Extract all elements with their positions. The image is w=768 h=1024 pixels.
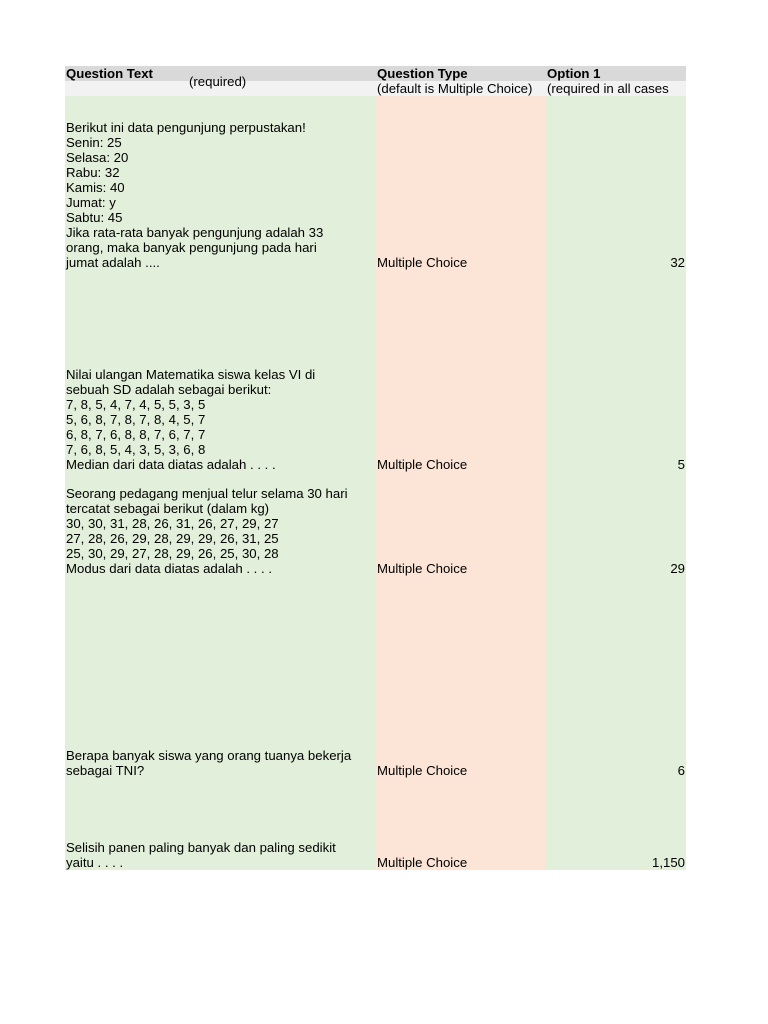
- question-type-cell[interactable]: [376, 576, 546, 778]
- table-row: [65, 96, 686, 270]
- question-type-cell[interactable]: [376, 778, 546, 870]
- option-1-value: 6: [677, 763, 685, 778]
- question-type: Multiple Choice: [377, 763, 468, 778]
- option-1-cell[interactable]: [546, 96, 686, 270]
- option-1-cell[interactable]: [546, 576, 686, 778]
- question-type: Multiple Choice: [377, 855, 468, 870]
- header-row: [65, 66, 686, 96]
- header-option-1: Option 1: [547, 66, 601, 81]
- question-type: Multiple Choice: [377, 255, 468, 270]
- question-text: Seorang pedagang menjual telur selama 30 hari tercatat sebagai berikut (dalam kg) 30, 30, 31, 28, 26, 31, 26, 27, 29, 27 27, 28, 26, 29, 28, 29, 29, 26, 31, 25 25, 30, 29, 27, 28, 29, 26, 25, 30, 28 Modus dari data diatas adalah . . . .: [66, 486, 348, 576]
- question-text-cell[interactable]: [65, 270, 376, 472]
- question-text: Berikut ini data pengunjung perpustakan! Senin: 25 Selasa: 20 Rabu: 32 Kamis: 40 Jumat: y Sabtu: 45 Jika rata-rata banyak pengunjung adalah 33 orang, maka banyak pengunjung pada hari jumat adalah ....: [66, 120, 324, 270]
- option-1-cell[interactable]: [546, 270, 686, 472]
- table-row: [65, 576, 686, 778]
- question-text: Berapa banyak siswa yang orang tuanya bekerja sebagai TNI?: [66, 748, 352, 778]
- question-type: Multiple Choice: [377, 561, 468, 576]
- header-question-text-note: (required): [189, 74, 247, 89]
- option-1-value: 1,150: [651, 855, 685, 870]
- question-type-cell[interactable]: [376, 96, 546, 270]
- question-text-cell[interactable]: [65, 778, 376, 870]
- header-question-type-note: (default is Multiple Choice): [377, 81, 533, 96]
- table-row: [65, 270, 686, 472]
- option-1-value: 32: [670, 255, 685, 270]
- option-1-cell[interactable]: [546, 472, 686, 576]
- option-1-cell[interactable]: [546, 778, 686, 870]
- question-text-cell[interactable]: [65, 576, 376, 778]
- question-text-cell[interactable]: [65, 96, 376, 270]
- question-text: Nilai ulangan Matematika siswa kelas VI di sebuah SD adalah sebagai berikut: 7, 8, 5, 4, 7, 4, 5, 5, 3, 5 5, 6, 8, 7, 8, 7, 8, 4, 5, 7 6, 8, 7, 6, 8, 8, 7, 6, 7, 7 7, 6, 8, 5, 4, 3, 5, 3, 6, 8 Median dari data diatas adalah . . . .: [66, 367, 316, 472]
- option-1-value: 29: [670, 561, 685, 576]
- header-question-text: Question Text: [66, 66, 153, 81]
- question-text-cell[interactable]: [65, 472, 376, 576]
- question-type-cell[interactable]: [376, 270, 546, 472]
- table-row: [65, 778, 686, 870]
- question-text: Selisih panen paling banyak dan paling sedikit yaitu . . . .: [66, 840, 336, 870]
- question-type-cell[interactable]: [376, 472, 546, 576]
- question-type: Multiple Choice: [377, 457, 468, 472]
- table-row: [65, 472, 686, 576]
- header-option-1-note: (required in all cases: [547, 81, 669, 96]
- header-question-type: Question Type: [377, 66, 468, 81]
- option-1-value: 5: [677, 457, 685, 472]
